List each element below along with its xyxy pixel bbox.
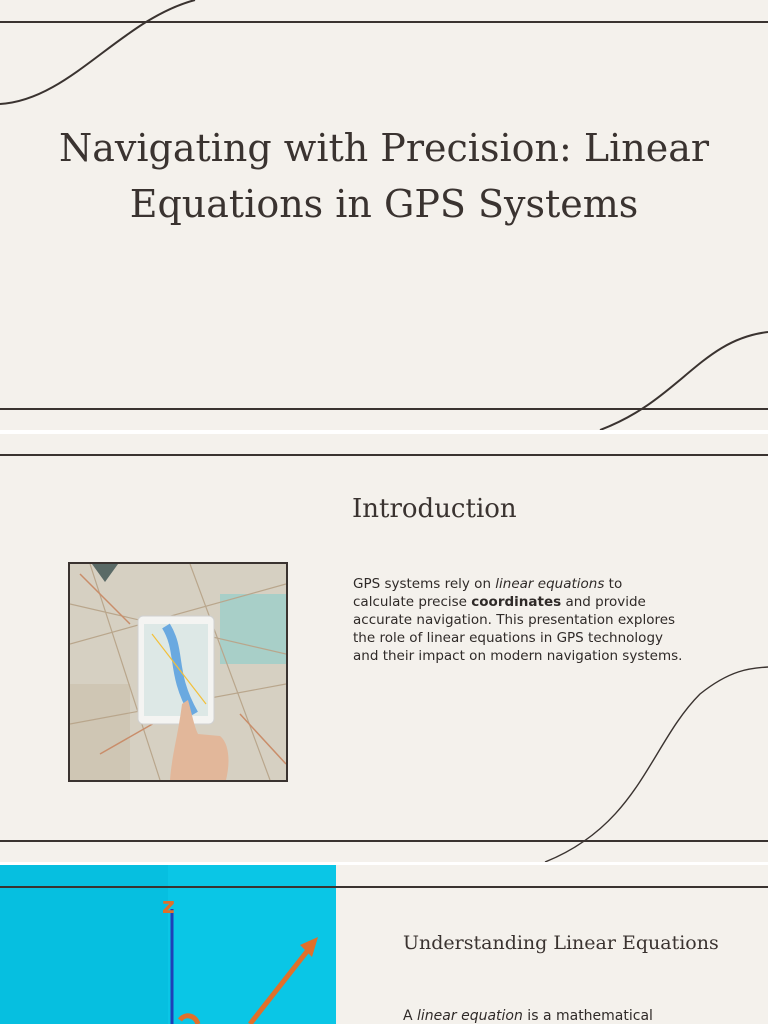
intro-text-part: to calculate precise (353, 576, 623, 610)
top-divider (0, 21, 768, 23)
intro-bold-term: coordinates (471, 594, 562, 610)
top-divider (0, 886, 768, 888)
intro-text-part: and provide accurate navigation. This presentation explores the role of linear equations in GPS technology and their impact on modern navigation systems. (353, 594, 683, 664)
top-divider (0, 454, 768, 456)
title-slide (0, 0, 768, 430)
introduction-slide (0, 434, 768, 862)
definition-text-part: A (403, 1008, 418, 1024)
intro-emphasis: linear equations (495, 576, 605, 592)
intro-text-part: GPS systems rely on (353, 576, 496, 592)
section-heading: Introduction (352, 494, 517, 524)
definition-emphasis: linear equation (417, 1008, 523, 1024)
understanding-slide (0, 865, 768, 1024)
definition-paragraph (403, 1008, 653, 1024)
tablet-map-photo (68, 562, 288, 782)
bottom-divider (0, 408, 768, 410)
bottom-divider (0, 840, 768, 842)
definition-text-part: is a mathematical (522, 1008, 653, 1024)
introduction-paragraph (353, 575, 683, 665)
graph-arrow-photo (0, 865, 336, 1024)
presentation-title: Navigating with Precision: Linear Equations in GPS Systems (58, 126, 710, 226)
svg-text:z: z (162, 894, 175, 919)
section-heading: Understanding Linear Equations (403, 932, 719, 954)
